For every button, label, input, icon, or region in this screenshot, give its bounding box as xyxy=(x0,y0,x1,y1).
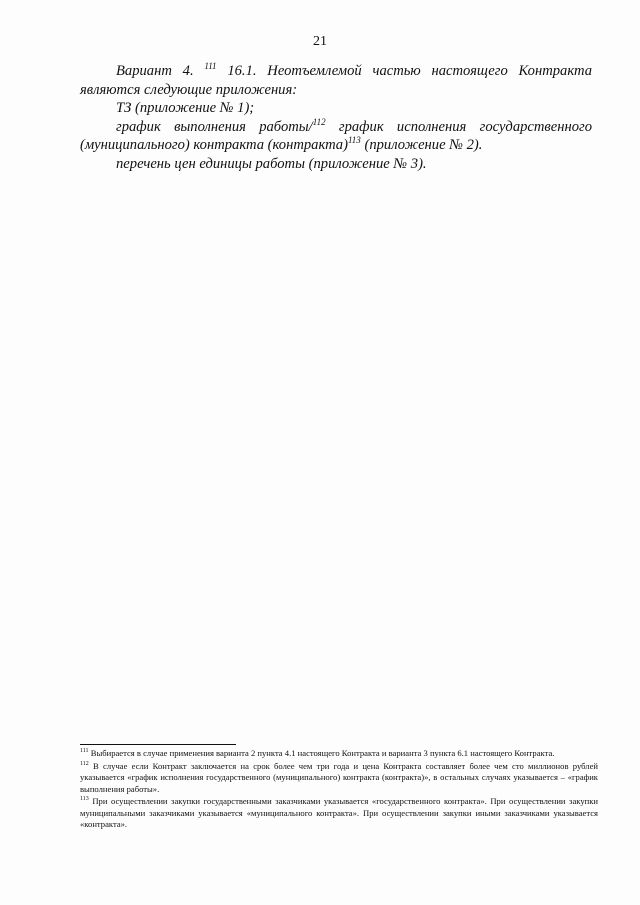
footnote-number-113: 113 xyxy=(80,796,89,803)
footnote-text-113: При осуществлении закупки государственными заказчиками указывается «государственного контракта». При осуществлении закупки муниципальными заказчиками указывается «муниципального контракта». При осуществлении закупки иными заказчиками указывается «контракта». xyxy=(80,796,598,829)
footnotes xyxy=(80,748,598,832)
clause-text: 16.1. Неотъемлемой частью настоящего Контракта являются следующие приложения: xyxy=(80,63,592,98)
footnote-112 xyxy=(80,761,598,796)
appendix-item-2-part-b: график исполнения государственного (муниципального) контракта (контракта) xyxy=(80,118,593,153)
clause-paragraph-variant xyxy=(80,62,592,99)
appendix-item-2-part-c: (приложение № 2). xyxy=(360,137,483,153)
footnote-separator xyxy=(80,744,236,745)
page-number: 21 xyxy=(313,34,327,49)
footnote-number-111: 111 xyxy=(80,748,89,755)
appendix-item-2 xyxy=(80,118,592,155)
footnote-ref-113: 113 xyxy=(347,135,361,146)
footnote-111 xyxy=(80,748,598,760)
footnote-text-111: Выбирается в случае применения варианта 2 пункта 4.1 настоящего Контракта и варианта 3 пункта 6.1 настоящего Контракта. xyxy=(88,748,555,758)
footnote-text-112: В случае если Контракт заключается на срок более чем три года и цена Контракта составляет более чем сто миллионов рублей указывается «график исполнения государственного (муниципального) контракта (контракта)», в остальных случаях указывается – «график выполнения работы». xyxy=(80,760,598,794)
footnote-113 xyxy=(80,796,598,831)
appendix-item-2-part-a: график выполнения работы/ xyxy=(116,118,313,135)
footnote-ref-111: 111 xyxy=(204,61,217,72)
appendix-item-1: ТЗ (приложение № 1); xyxy=(116,100,255,116)
footnote-ref-112: 112 xyxy=(312,116,326,127)
variant-label: Вариант 4. xyxy=(116,63,194,79)
footnote-number-112: 112 xyxy=(80,760,89,767)
contract-clause xyxy=(80,62,592,173)
appendix-item-3: перечень цен единицы работы (приложение № 3). xyxy=(116,155,427,172)
